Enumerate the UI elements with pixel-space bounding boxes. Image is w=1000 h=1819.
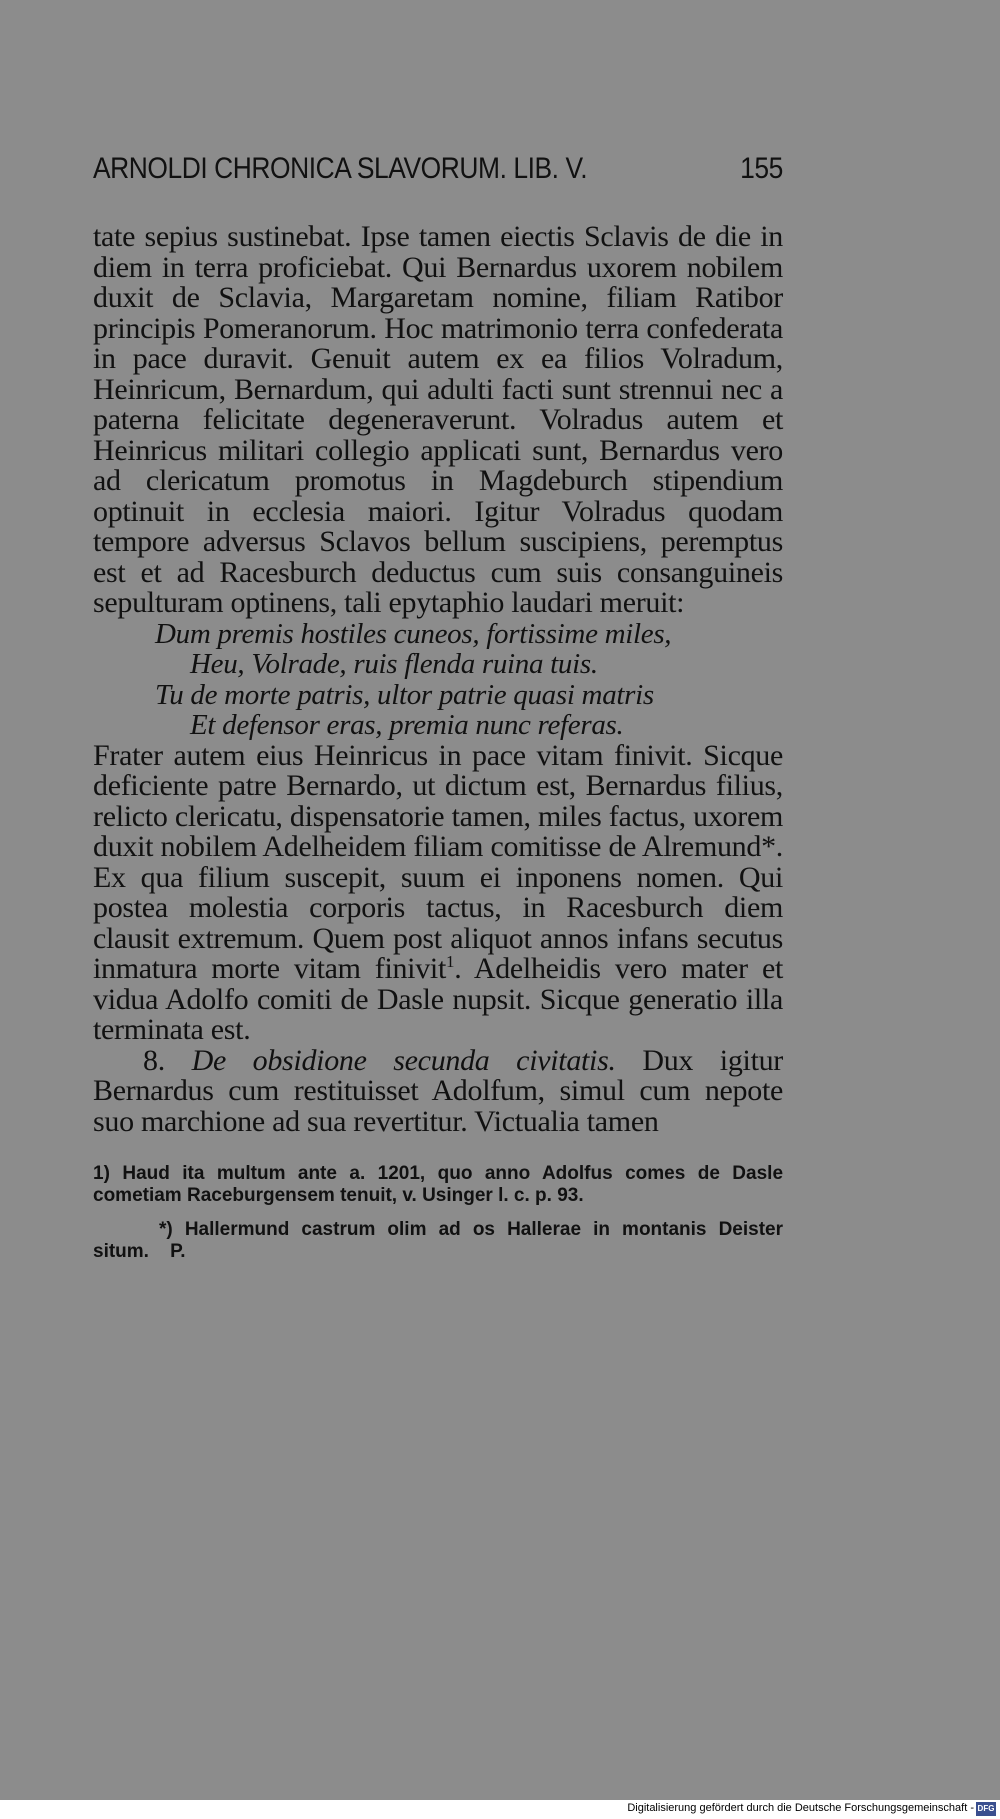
- paragraph: tate sepius sustinebat. Ipse tamen eiectis Sclavis de die in diem in terra proficiebat. Qui Bernardus uxorem nobilem duxit de Sclavia, Margaretam nomine, filiam Ratibor principis Pomeranorum. Hoc matrimonio terra confederata in pace duravit. Genuit autem ex ea filios Volradum, Heinricum, Bernardum, qui adulti facti sunt strennui nec a paterna felicitate degeneraverunt. Volradus autem et Heinricus militari collegio applicati sunt, Bernardus vero ad clericatum promotus in Magdeburch stipendium optinuit in ecclesia maiori. Igitur Volradus quodam tempore adversus Sclavos bellum suscipiens, peremptus est et ad Racesburch deductus cum suis consanguineis sepulturam optinens, tali epytaphio laudari meruit:: [93, 220, 783, 619]
- footnote-reference: 1: [446, 952, 455, 971]
- paragraph-text: . Adelheidis vero mater et vidua Adolfo comiti de Dasle nupsit. Sicque generatio illa terminata est.: [93, 952, 783, 1046]
- page-number: 155: [740, 152, 783, 185]
- paragraph: [93, 738, 783, 1046]
- footnotes: [93, 1163, 783, 1263]
- epitaph-verse: [93, 619, 783, 741]
- section-number: 8.: [143, 1043, 165, 1077]
- footnote-text: Hallermund castrum olim ad os Hallerae in montanis Deister situm.: [93, 1219, 784, 1262]
- verse-line: Heu, Volrade, ruis flenda ruina tuis.: [190, 648, 598, 680]
- verse-line: Tu de morte patris, ultor patrie quasi matris: [155, 678, 654, 711]
- footnote: [93, 1219, 783, 1263]
- paragraph-text: Frater autem eius Heinricus in pace vitam finivit. Sicque deficiente patre Bernardo, ut dictum est, Bernardus filius, relicto clericatu, dispensatorie tamen, miles factus, uxorem duxit nobilem Adelheidem filiam comitisse de Alremund: [93, 738, 783, 863]
- section-title: De obsidione secunda civitatis.: [191, 1043, 616, 1077]
- footnote-mark-asterisk: *: [761, 830, 776, 863]
- footnote: [93, 1163, 783, 1207]
- dfg-logo: DFG: [976, 1802, 996, 1816]
- running-head-title: ARNOLDI CHRONICA SLAVORUM. LIB. V.: [93, 152, 588, 185]
- body-text: [93, 222, 783, 1137]
- verse-line: Dum premis hostiles cuneos, fortissime miles,: [155, 617, 672, 650]
- footnote-text: Haud ita multum ante a. 1201, quo anno Adolfus comes de Dasle cometiam Raceburgensem tenuit, v. Usinger l. c. p. 93.: [93, 1163, 784, 1206]
- footnote-number: 1): [93, 1163, 110, 1184]
- section-paragraph: [93, 1043, 783, 1138]
- footnote-number: *): [159, 1219, 173, 1240]
- footnote-signature: P.: [170, 1241, 186, 1262]
- section-text: Dux igitur Bernardus cum restituisset Adolfum, simul cum nepote suo marchione ad sua revertitur. Victualia tamen: [93, 1043, 783, 1138]
- digitization-credit: Digitalisierung gefördert durch die Deutsche Forschungsgemeinschaft -: [627, 1802, 974, 1814]
- verse-line: Et defensor eras, premia nunc referas.: [190, 709, 624, 741]
- running-head: [93, 148, 783, 192]
- page-content: [93, 148, 783, 1275]
- paragraph-text: . Ex qua filium suscepit, suum ei inponens nomen. Qui postea molestia corporis tactus, in Racesburch diem clausit extremum. Quem post aliquot annos infans secutus inmatura morte vitam finivit: [93, 830, 783, 985]
- credit-bar: [0, 1800, 1000, 1819]
